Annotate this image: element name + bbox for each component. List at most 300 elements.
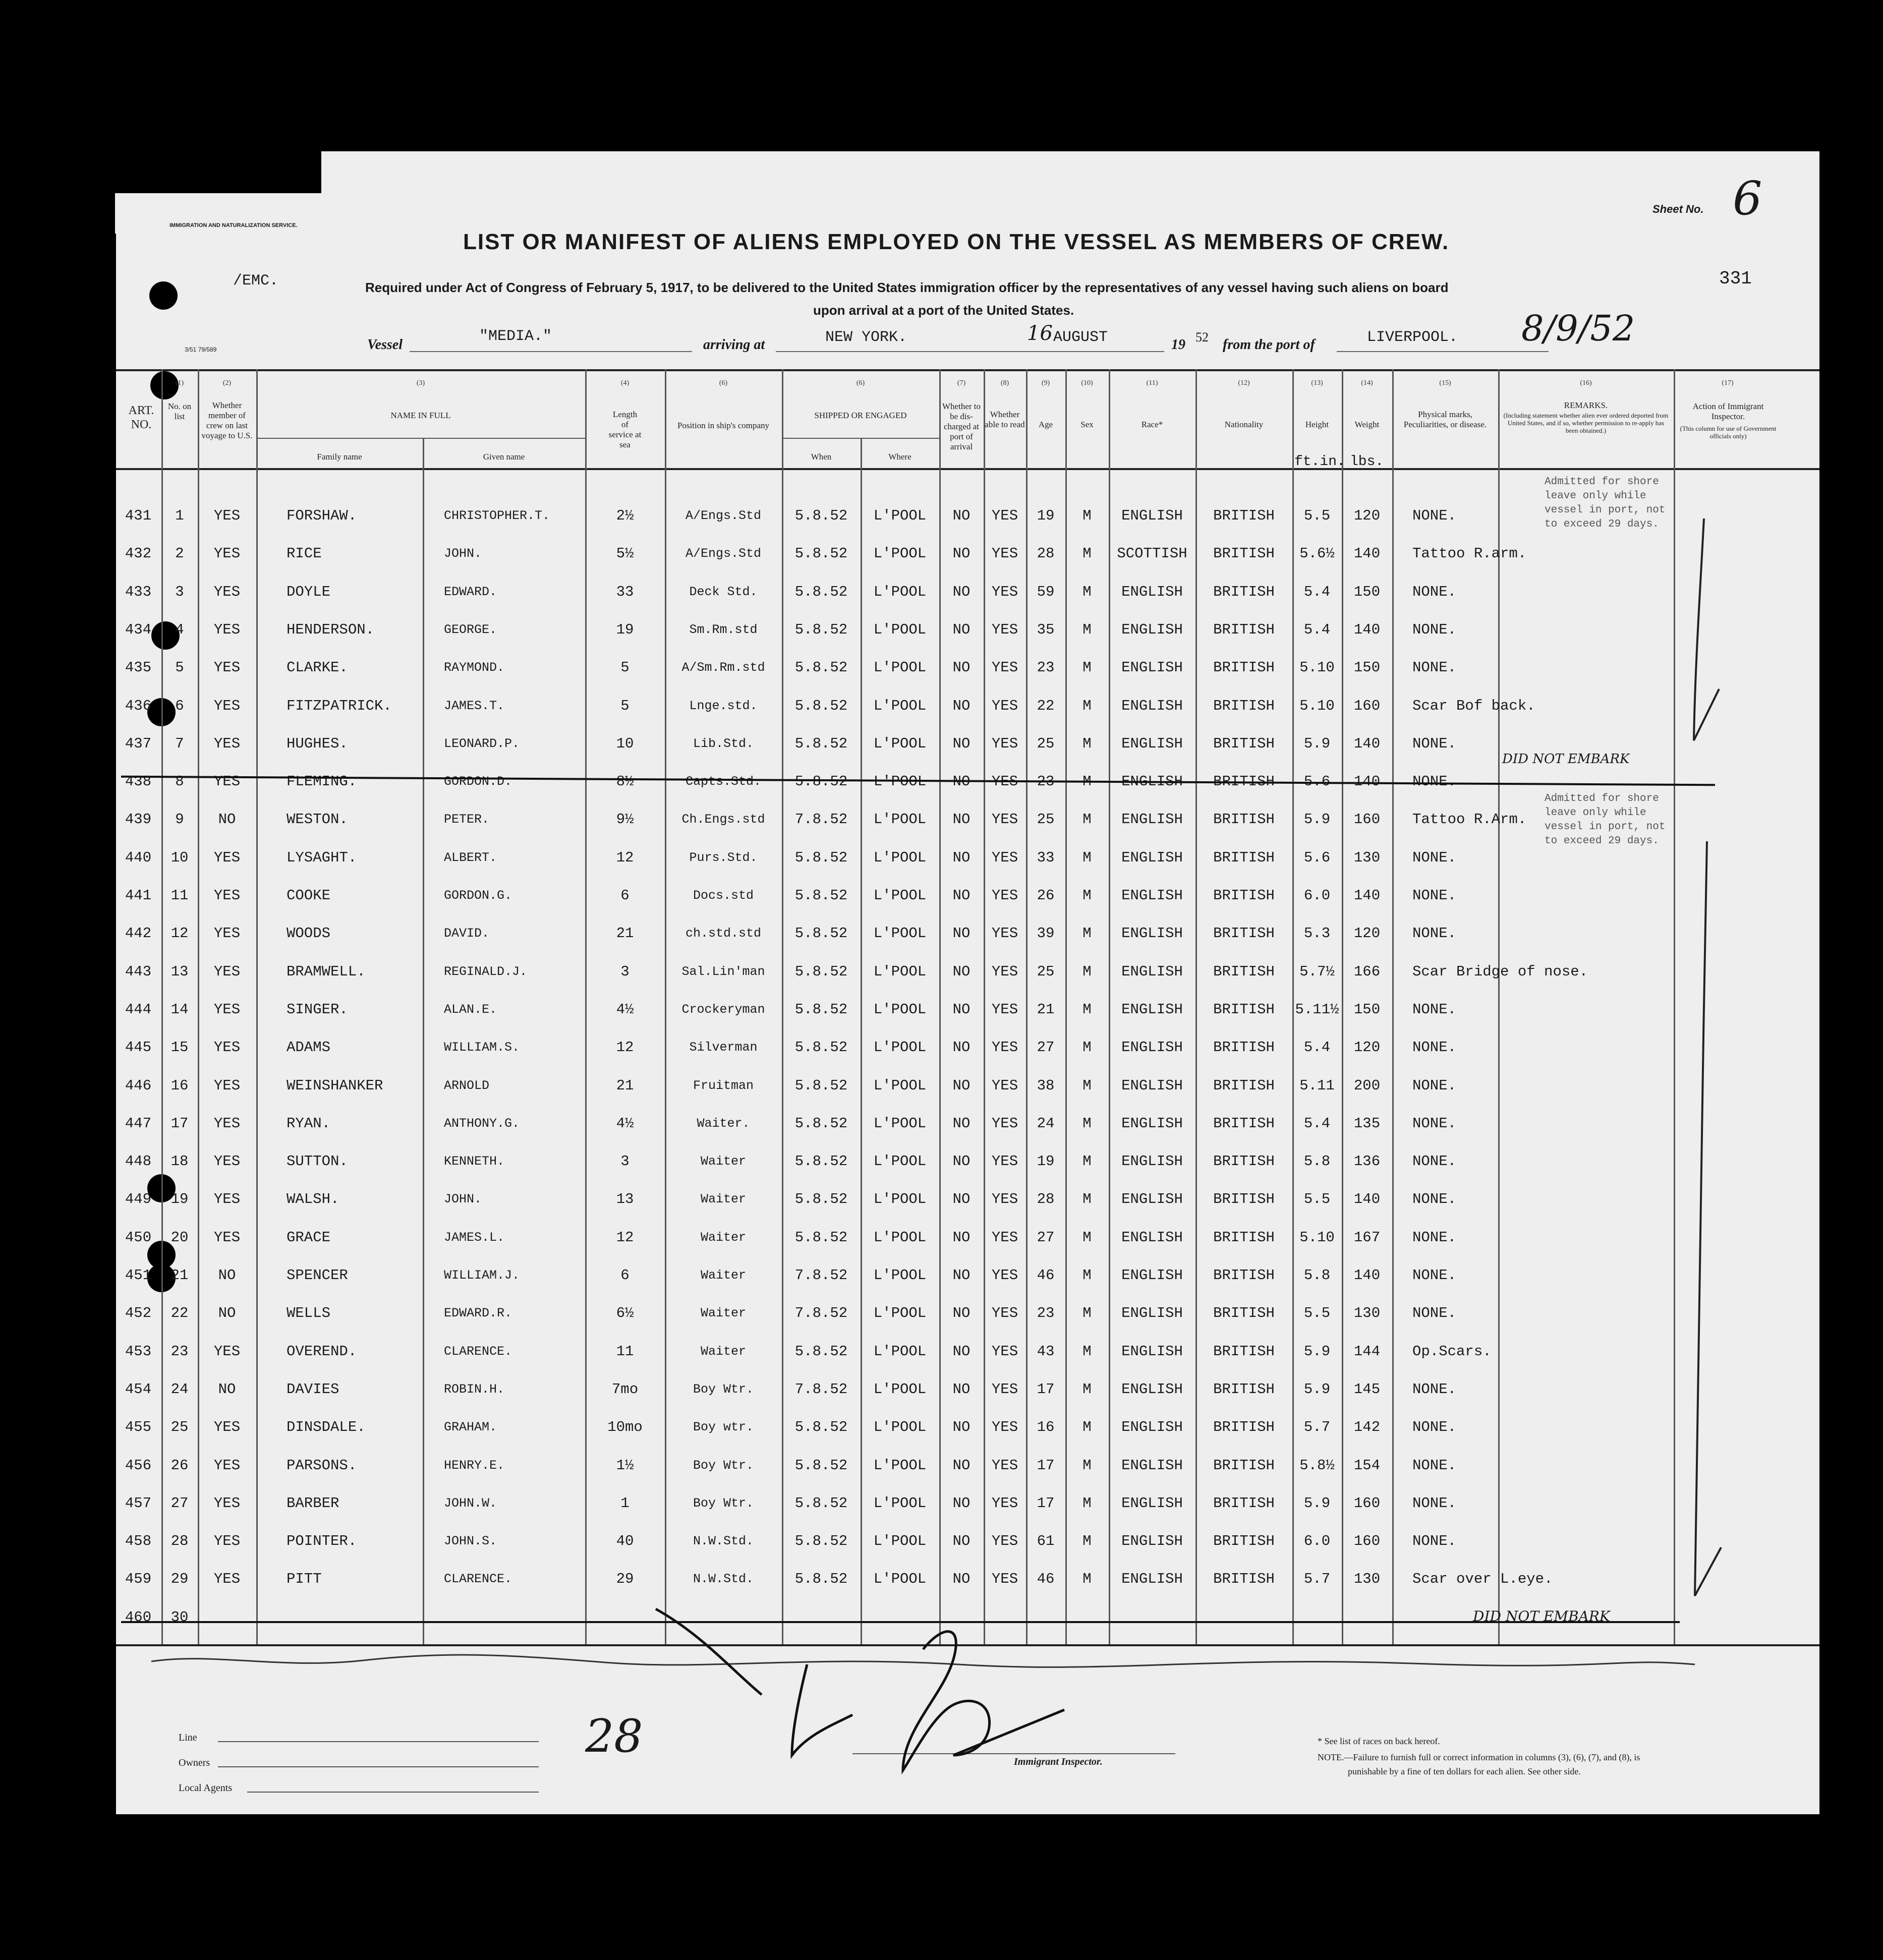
cell-art: 435 (125, 659, 152, 676)
cell-given: ARNOLD (444, 1078, 490, 1093)
cell-voyage: YES (213, 584, 241, 600)
cell-no: 16 (170, 1077, 189, 1094)
owners-label: Owners (179, 1757, 210, 1768)
cell-given: EDWARD. (444, 585, 497, 599)
cell-given: HENRY.E. (444, 1458, 505, 1473)
cell-where: L'POOL (873, 1001, 927, 1018)
cell-marks: NONE. (1412, 1115, 1457, 1132)
cell-family: BARBER (287, 1495, 339, 1512)
cell-voyage: YES (213, 1533, 241, 1549)
cell-when: 5.8.52 (794, 584, 848, 600)
did-not-embark-note-2: DID NOT EMBARK (1473, 1608, 1610, 1625)
cell-when: 5.8.52 (794, 1571, 848, 1587)
cell-given: JAMES.L. (444, 1230, 505, 1245)
cell-art: 436 (125, 698, 152, 714)
cell-marks: NONE. (1412, 621, 1457, 638)
cell-marks: NONE. (1412, 1229, 1457, 1246)
cell-sex: M (1082, 545, 1092, 562)
tally-count: 28 (585, 1710, 643, 1763)
cell-read: YES (991, 925, 1018, 942)
cell-age: 23 (1037, 659, 1055, 676)
cell-race: ENGLISH (1121, 1343, 1183, 1360)
cell-no: 8 (175, 773, 184, 790)
cell-age: 26 (1037, 887, 1055, 904)
cell-sex: M (1082, 1229, 1092, 1246)
cell-height: 5.5 (1303, 1191, 1331, 1207)
head-weight: Weight (1354, 420, 1380, 429)
cell-family: WELLS (287, 1305, 331, 1321)
cell-age: 28 (1037, 1191, 1055, 1207)
cell-position: Fruitman (693, 1078, 754, 1093)
cell-read: YES (991, 735, 1018, 752)
cell-sex: M (1082, 1001, 1092, 1018)
cell-age: 46 (1037, 1571, 1055, 1587)
from-port-label: from the port of (1223, 337, 1315, 353)
cell-service: 3 (620, 963, 630, 980)
cell-when: 5.8.52 (794, 1039, 848, 1056)
cell-nat: BRITISH (1213, 1153, 1275, 1170)
cell-art: 433 (125, 584, 152, 600)
cell-given: JAMES.T. (444, 699, 505, 713)
cell-nat: BRITISH (1213, 698, 1275, 714)
cell-weight: 140 (1353, 1267, 1381, 1284)
cell-height: 5.7½ (1299, 963, 1335, 980)
cell-race: ENGLISH (1121, 1495, 1183, 1512)
colnum-15: (15) (1439, 379, 1451, 387)
cell-sex: M (1082, 1077, 1092, 1094)
cell-height: 6.0 (1303, 887, 1331, 904)
cell-sex: M (1082, 1495, 1092, 1512)
head-length-service: Length of service at sea (608, 410, 642, 449)
cell-age: 33 (1037, 849, 1055, 866)
cell-art: 453 (125, 1343, 152, 1360)
cell-sex: M (1082, 1533, 1092, 1549)
cell-when: 5.8.52 (794, 621, 848, 638)
cell-family: WOODS (287, 925, 331, 942)
cell-height: 5.10 (1299, 1229, 1335, 1246)
cell-race: ENGLISH (1121, 887, 1183, 904)
cell-race: ENGLISH (1121, 698, 1183, 714)
cell-nat: BRITISH (1213, 1305, 1275, 1321)
cell-race: ENGLISH (1121, 1571, 1183, 1587)
local-agents-label: Local Agents (179, 1782, 233, 1794)
head-given-name: Given name (483, 452, 525, 462)
head-position: Position in ship's company (677, 421, 770, 430)
arriving-port: NEW YORK. (825, 329, 907, 346)
cell-nat: BRITISH (1213, 1267, 1275, 1284)
cell-where: L'POOL (873, 887, 927, 904)
cell-weight: 150 (1353, 659, 1381, 676)
cell-voyage: YES (213, 659, 241, 676)
cell-voyage: YES (213, 1191, 241, 1207)
cell-read: YES (991, 811, 1018, 828)
cell-position: N.W.Std. (693, 1534, 754, 1548)
cell-weight: 154 (1353, 1457, 1381, 1474)
cell-service: 4½ (616, 1115, 634, 1132)
cell-age: 19 (1037, 507, 1055, 524)
head-race: Race* (1141, 420, 1163, 429)
cell-art: 455 (125, 1419, 152, 1435)
cell-marks: NONE. (1412, 659, 1457, 676)
cell-weight: 135 (1353, 1115, 1381, 1132)
cell-race: ENGLISH (1121, 811, 1183, 828)
cell-disch: NO (952, 1153, 971, 1170)
cell-when: 5.8.52 (794, 1077, 848, 1094)
cell-voyage: YES (213, 887, 241, 904)
cell-weight: 136 (1353, 1153, 1381, 1170)
head-physical-marks: Physical marks, Peculiarities, or disease. (1403, 410, 1487, 429)
cell-sex: M (1082, 1419, 1092, 1435)
cell-read: YES (991, 1039, 1018, 1056)
cell-nat: BRITISH (1213, 1533, 1275, 1549)
cell-read: YES (991, 963, 1018, 980)
cell-weight: 167 (1353, 1229, 1381, 1246)
cell-height: 5.5 (1303, 1305, 1331, 1321)
agents-underline (247, 1792, 539, 1793)
cell-nat: BRITISH (1213, 963, 1275, 980)
cell-marks: NONE. (1412, 887, 1457, 904)
cell-where: L'POOL (873, 659, 927, 676)
head-height: Height (1305, 420, 1329, 429)
cell-service: 7mo (611, 1381, 639, 1398)
cell-family: DOYLE (287, 584, 331, 600)
cell-when: 7.8.52 (794, 1267, 848, 1284)
cell-height: 5.4 (1303, 1039, 1331, 1056)
cell-sex: M (1082, 849, 1092, 866)
cell-race: ENGLISH (1121, 963, 1183, 980)
cell-voyage: NO (218, 1267, 236, 1284)
inspector-label: Immigrant Inspector. (1014, 1756, 1103, 1767)
cell-no: 2 (175, 545, 184, 562)
cell-position: Purs.Std. (689, 850, 758, 865)
cell-art: 441 (125, 887, 152, 904)
penalty-note-2: punishable by a fine of ten dollars for each alien. See other side. (1348, 1766, 1581, 1776)
cell-family: WEINSHANKER (287, 1077, 383, 1094)
cell-where: L'POOL (873, 1115, 927, 1132)
cell-where: L'POOL (873, 1457, 927, 1474)
cell-where: L'POOL (873, 621, 927, 638)
cell-sex: M (1082, 507, 1092, 524)
cell-marks: NONE. (1412, 1039, 1457, 1056)
cell-nat: BRITISH (1213, 1229, 1275, 1246)
cell-marks: NONE. (1412, 1077, 1457, 1094)
colnum-10: (10) (1081, 379, 1093, 387)
cell-disch: NO (952, 1229, 971, 1246)
cell-read: YES (991, 773, 1018, 790)
cell-disch: NO (952, 887, 971, 904)
form-title: LIST OR MANIFEST OF ALIENS EMPLOYED ON THE VESSEL AS MEMBERS OF CREW. (463, 229, 1450, 254)
cell-weight: 160 (1353, 1495, 1381, 1512)
cell-no: 26 (170, 1457, 189, 1474)
cell-service: 11 (616, 1343, 634, 1360)
cell-height: 5.4 (1303, 621, 1331, 638)
cell-position: Sal.Lin'man (681, 964, 765, 979)
cell-given: JOHN. (444, 546, 482, 561)
cell-no: 20 (170, 1229, 189, 1246)
cell-family: RICE (287, 545, 322, 562)
cell-when: 5.8.52 (794, 849, 848, 866)
cell-race: ENGLISH (1121, 507, 1183, 524)
cell-position: Waiter (700, 1230, 746, 1245)
cell-when: 5.8.52 (794, 887, 848, 904)
cell-disch: NO (952, 925, 971, 942)
head-sex: Sex (1080, 420, 1094, 429)
cell-nat: BRITISH (1213, 545, 1275, 562)
cell-nat: BRITISH (1213, 1039, 1275, 1056)
cell-weight: 160 (1353, 698, 1381, 714)
cell-disch: NO (952, 1039, 971, 1056)
head-nationality: Nationality (1224, 420, 1264, 429)
cell-given: KENNETH. (444, 1154, 505, 1169)
cell-voyage: YES (213, 1001, 241, 1018)
cell-position: Waiter (700, 1306, 746, 1320)
cell-race: ENGLISH (1121, 1381, 1183, 1398)
cell-where: L'POOL (873, 963, 927, 980)
cell-nat: BRITISH (1213, 1419, 1275, 1435)
cell-art: 431 (125, 507, 152, 524)
cell-when: 5.8.52 (794, 963, 848, 980)
cell-disch: NO (952, 1495, 971, 1512)
cell-nat: BRITISH (1213, 1495, 1275, 1512)
cell-weight: 160 (1353, 1533, 1381, 1549)
cell-disch: NO (952, 1457, 971, 1474)
cell-height: 6.0 (1303, 1533, 1331, 1549)
cell-family: FLEMING. (287, 773, 357, 790)
cell-when: 5.8.52 (794, 545, 848, 562)
cell-weight: 140 (1353, 887, 1381, 904)
cell-art: 454 (125, 1381, 152, 1398)
cell-position: Capts.Std. (685, 774, 762, 789)
cell-position: Waiter (700, 1154, 746, 1169)
cell-height: 5.8 (1303, 1267, 1331, 1284)
cell-race: ENGLISH (1121, 849, 1183, 866)
cell-given: GORDON.G. (444, 888, 512, 903)
head-last-voyage: Whether member of crew on last voyage to U.S. (201, 400, 253, 440)
handwritten-date: 8/9/52 (1521, 308, 1635, 349)
cell-position: Lnge.std. (689, 699, 758, 713)
cell-voyage: YES (213, 1343, 241, 1360)
cell-voyage: YES (213, 773, 241, 790)
cell-height: 5.6 (1303, 773, 1331, 790)
colnum-16: (16) (1580, 379, 1592, 387)
cell-given: GRAHAM. (444, 1420, 497, 1434)
cell-read: YES (991, 507, 1018, 524)
head-able-read: Whether able to read (985, 410, 1025, 429)
cell-height: 5.9 (1303, 1381, 1331, 1398)
cell-service: 6½ (616, 1305, 634, 1321)
cell-service: 10 (616, 735, 634, 752)
cell-read: YES (991, 584, 1018, 600)
cell-sex: M (1082, 1457, 1092, 1474)
cell-read: YES (991, 1115, 1018, 1132)
cell-marks: NONE. (1412, 1457, 1457, 1474)
cell-art: 458 (125, 1533, 152, 1549)
cell-height: 5.4 (1303, 1115, 1331, 1132)
cell-where: L'POOL (873, 1039, 927, 1056)
head-age: Age (1038, 420, 1053, 429)
cell-family: POINTER. (287, 1533, 357, 1549)
cell-weight: 140 (1353, 545, 1381, 562)
cell-disch: NO (952, 735, 971, 752)
cell-no: 12 (170, 925, 189, 942)
cell-marks: NONE. (1412, 507, 1457, 524)
cell-age: 61 (1037, 1533, 1055, 1549)
cell-sex: M (1082, 887, 1092, 904)
cell-voyage: YES (213, 507, 241, 524)
cell-no: 11 (170, 887, 189, 904)
cell-age: 38 (1037, 1077, 1055, 1094)
cell-no: 25 (170, 1419, 189, 1435)
cell-disch: NO (952, 849, 971, 866)
cell-nat: BRITISH (1213, 1191, 1275, 1207)
cell-sex: M (1082, 1571, 1092, 1587)
cell-service: 6 (620, 1267, 630, 1284)
cell-race: ENGLISH (1121, 735, 1183, 752)
cell-no: 27 (170, 1495, 189, 1512)
head-art-no: ART. NO. (128, 404, 154, 431)
cell-position: A/Engs.Std (685, 546, 762, 561)
head-remarks: REMARKS. (1564, 400, 1608, 410)
year-suffix: 52 (1195, 330, 1209, 344)
cell-disch: NO (952, 811, 971, 828)
cell-age: 22 (1037, 698, 1055, 714)
cell-sex: M (1082, 1191, 1092, 1207)
sheet-number: 6 (1733, 171, 1762, 225)
cell-weight: 144 (1353, 1343, 1381, 1360)
cell-voyage: YES (213, 698, 241, 714)
cell-disch: NO (952, 621, 971, 638)
cell-height: 5.9 (1303, 735, 1331, 752)
cell-race: ENGLISH (1121, 1039, 1183, 1056)
cell-marks: NONE. (1412, 584, 1457, 600)
cell-nat: BRITISH (1213, 1001, 1275, 1018)
cell-sex: M (1082, 1343, 1092, 1360)
cell-when: 5.8.52 (794, 1191, 848, 1207)
cell-height: 5.11 (1299, 1077, 1335, 1094)
cell-when: 5.8.52 (794, 1457, 848, 1474)
cell-read: YES (991, 1153, 1018, 1170)
cell-weight: 140 (1353, 735, 1381, 752)
cell-read: YES (991, 1533, 1018, 1549)
cell-service: 29 (616, 1571, 634, 1587)
colnum-8: (8) (1000, 379, 1009, 387)
cell-weight: 150 (1353, 584, 1381, 600)
cell-family: FORSHAW. (287, 507, 357, 524)
cell-service: 19 (616, 621, 634, 638)
cell-where: L'POOL (873, 1343, 927, 1360)
cell-art: 452 (125, 1305, 152, 1321)
cell-height: 5.7 (1303, 1571, 1331, 1587)
cell-read: YES (991, 1305, 1018, 1321)
cell-position: A/Engs.Std (685, 508, 762, 523)
cell-marks: Tattoo R.Arm. (1412, 811, 1527, 828)
cell-art: 439 (125, 811, 152, 828)
cell-age: 17 (1037, 1457, 1055, 1474)
cell-weight: 120 (1353, 925, 1381, 942)
cell-race: ENGLISH (1121, 1153, 1183, 1170)
colnum-6: (6) (856, 379, 865, 387)
cell-weight: 166 (1353, 963, 1381, 980)
cell-age: 46 (1037, 1267, 1055, 1284)
cell-read: YES (991, 1457, 1018, 1474)
cell-race: SCOTTISH (1117, 545, 1187, 562)
cell-voyage: YES (213, 1495, 241, 1512)
cell-service: 4½ (616, 1001, 634, 1018)
cell-when: 5.8.52 (794, 1115, 848, 1132)
cell-where: L'POOL (873, 698, 927, 714)
line-label: Line (179, 1732, 197, 1743)
cell-when: 5.8.52 (794, 1533, 848, 1549)
cell-position: Crockeryman (681, 1002, 765, 1017)
cell-art: 456 (125, 1457, 152, 1474)
cell-read: YES (991, 1229, 1018, 1246)
cell-nat: BRITISH (1213, 1457, 1275, 1474)
colnum-2: (2) (222, 379, 232, 387)
cell-voyage: YES (213, 1571, 241, 1587)
cell-weight: 120 (1353, 1039, 1381, 1056)
cell-nat: BRITISH (1213, 887, 1275, 904)
cell-service: 12 (616, 1039, 634, 1056)
cell-race: ENGLISH (1121, 773, 1183, 790)
cell-service: 33 (616, 584, 634, 600)
cell-when: 5.8.52 (794, 659, 848, 676)
cell-given: GEORGE. (444, 622, 497, 637)
cell-voyage: YES (213, 849, 241, 866)
cell-given: CLARENCE. (444, 1344, 512, 1359)
cell-family: OVEREND. (287, 1343, 357, 1360)
cell-art: 447 (125, 1115, 152, 1132)
cell-family: PITT (287, 1571, 322, 1587)
cell-given: CLARENCE. (444, 1572, 512, 1586)
cell-nat: BRITISH (1213, 1571, 1275, 1587)
cell-marks: NONE. (1412, 1495, 1457, 1512)
cell-age: 35 (1037, 621, 1055, 638)
cell-no: 24 (170, 1381, 189, 1398)
cell-marks: NONE. (1412, 1153, 1457, 1170)
cell-sex: M (1082, 621, 1092, 638)
cell-nat: BRITISH (1213, 773, 1275, 790)
cell-position: N.W.Std. (693, 1572, 754, 1586)
cell-disch: NO (952, 1419, 971, 1435)
cell-race: ENGLISH (1121, 659, 1183, 676)
cell-race: ENGLISH (1121, 1533, 1183, 1549)
cell-service: 21 (616, 1077, 634, 1094)
cell-disch: NO (952, 698, 971, 714)
cell-no: 21 (170, 1267, 189, 1284)
cell-position: Waiter (700, 1192, 746, 1206)
cell-no: 6 (175, 698, 184, 714)
cell-height: 5.6½ (1299, 545, 1335, 562)
cell-given: ANTHONY.G. (444, 1116, 520, 1131)
cell-position: Ch.Engs.std (681, 812, 765, 827)
cell-service: 5½ (616, 545, 634, 562)
cell-where: L'POOL (873, 1153, 927, 1170)
cell-read: YES (991, 698, 1018, 714)
cell-where: L'POOL (873, 1305, 927, 1321)
cell-weight: 145 (1353, 1381, 1381, 1398)
cell-sex: M (1082, 1039, 1092, 1056)
cell-voyage: YES (213, 621, 241, 638)
cell-age: 27 (1037, 1039, 1055, 1056)
cell-service: 13 (616, 1191, 634, 1207)
cell-position: Sm.Rm.std (689, 622, 758, 637)
cell-age: 17 (1037, 1495, 1055, 1512)
cell-no: 18 (170, 1153, 189, 1170)
cell-sex: M (1082, 1153, 1092, 1170)
cell-when: 7.8.52 (794, 1381, 848, 1398)
cell-where: L'POOL (873, 925, 927, 942)
cell-service: 10mo (607, 1419, 643, 1435)
